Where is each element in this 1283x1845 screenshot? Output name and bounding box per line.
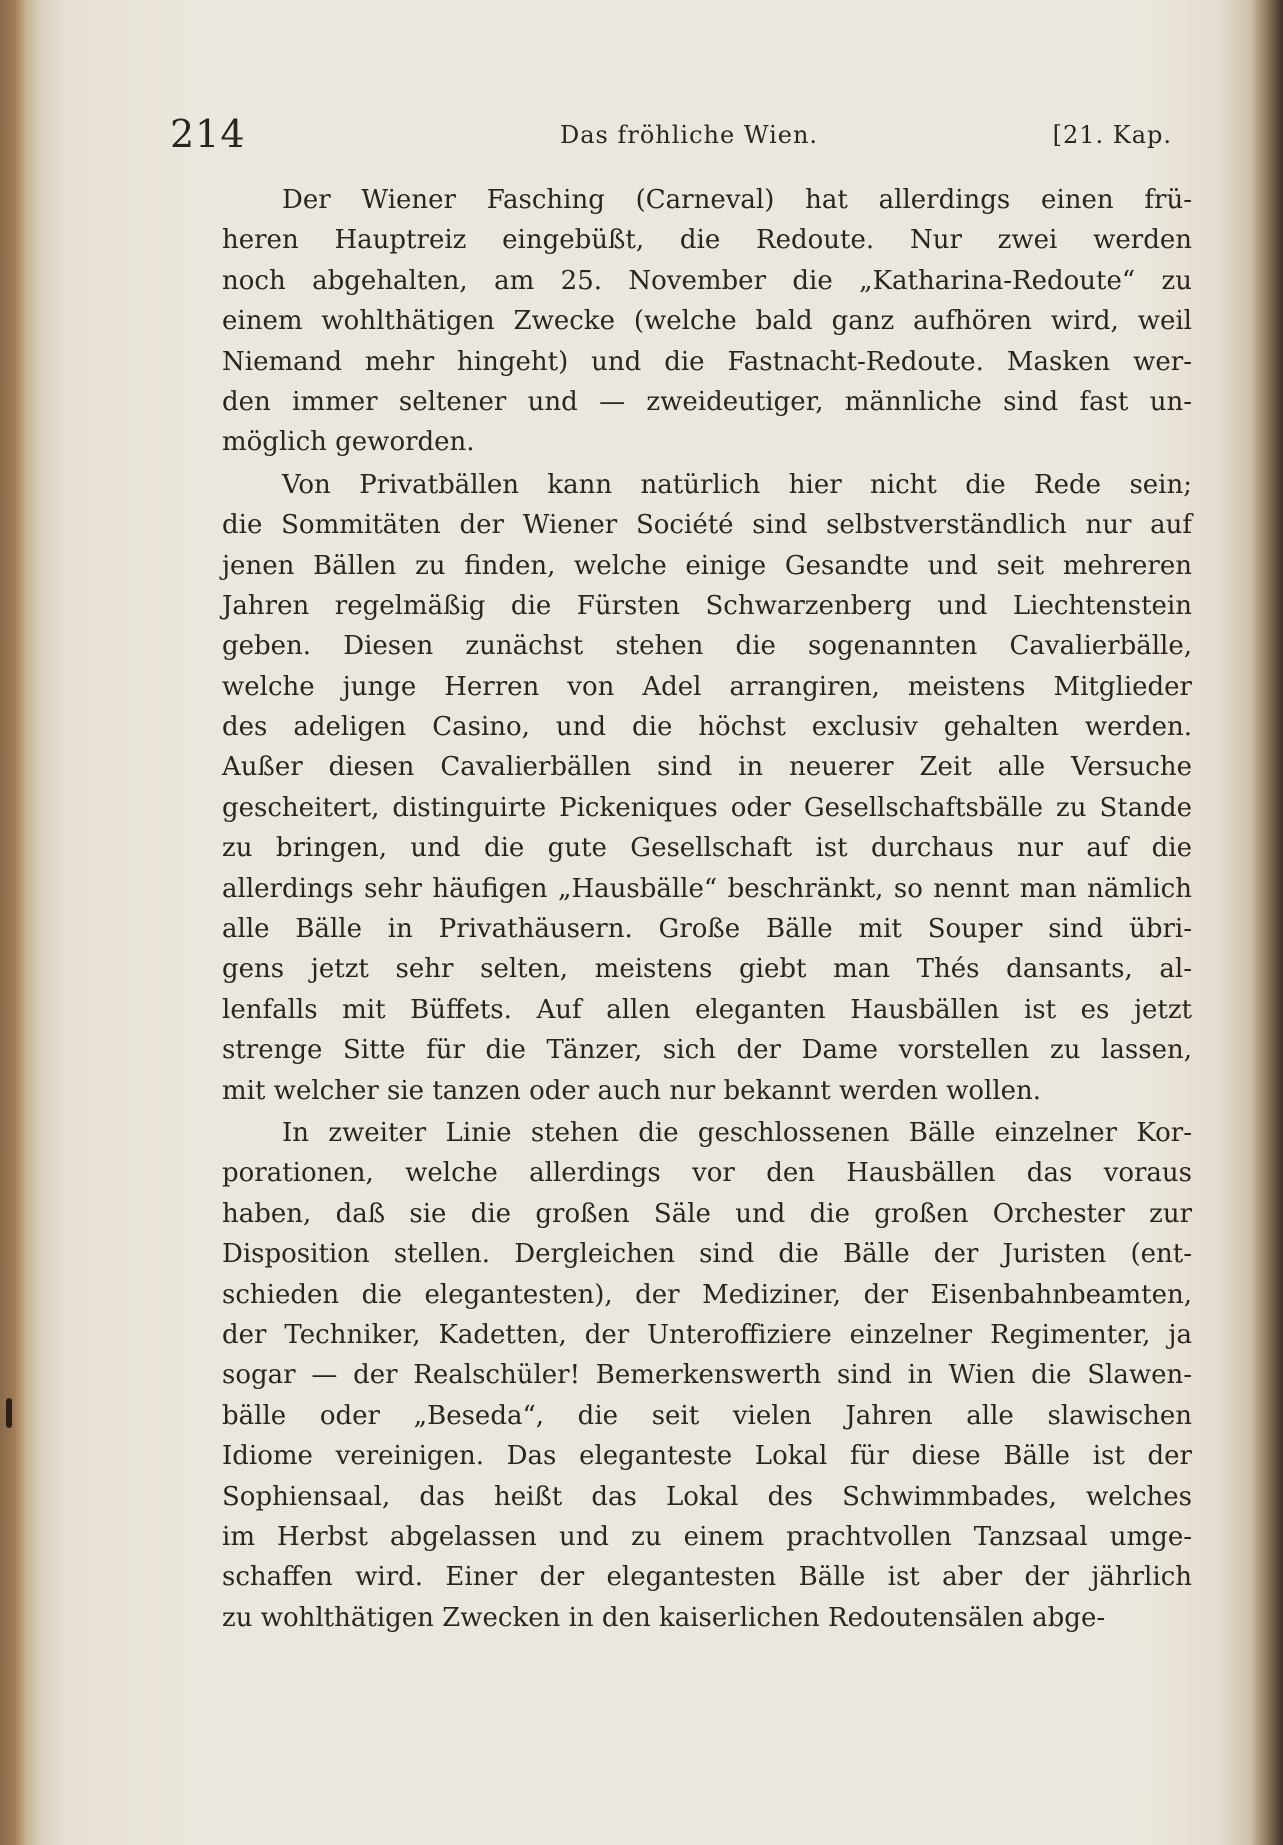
- text-line: möglich geworden.: [222, 427, 475, 458]
- text-line: Sophiensaal, das heißt das Lokal des Schwimmbades, welches: [222, 1481, 1192, 1512]
- text-line: porationen, welche allerdings vor den Hausbällen das voraus: [222, 1158, 1192, 1189]
- running-head: [170, 112, 1190, 162]
- text-line: heren Hauptreiz eingebüßt, die Redoute. Nur zwei werden: [222, 225, 1192, 256]
- text-line: Der Wiener Fasching (Carneval) hat allerdings einen frü-: [282, 185, 1192, 215]
- text-line: Niemand mehr hingeht) und die Fastnacht-Redoute. Masken wer-: [222, 346, 1192, 377]
- text-line: lenfalls mit Büffets. Auf allen eleganten Hausbällen ist es jetzt: [222, 994, 1192, 1025]
- body-text: [222, 180, 1192, 1640]
- margin-mark: [6, 1398, 12, 1428]
- text-line: Von Privatbällen kann natürlich hier nicht die Rede sein;: [282, 469, 1192, 500]
- running-head-title: Das fröhliche Wien.: [560, 121, 819, 149]
- text-line: schaffen wird. Einer der elegantesten Bälle ist aber der jährlich: [222, 1562, 1192, 1593]
- text-line: jenen Bällen zu finden, welche einige Gesandte und seit mehreren: [222, 550, 1192, 581]
- text-line: alle Bälle in Privathäusern. Große Bälle mit Souper sind übri-: [222, 914, 1192, 945]
- text-line: Außer diesen Cavalierbällen sind in neuerer Zeit alle Versuche: [222, 752, 1192, 783]
- paragraph: [222, 1113, 1192, 1638]
- text-line: Disposition stellen. Dergleichen sind die Bälle der Juristen (ent-: [222, 1239, 1192, 1270]
- text-line: noch abgehalten, am 25. November die „Katharina-Redoute“ zu: [222, 265, 1192, 296]
- text-line: zu bringen, und die gute Gesellschaft ist durchaus nur auf die: [222, 833, 1192, 864]
- text-line: schieden die elegantesten), der Mediziner, der Eisenbahnbeamten,: [222, 1279, 1192, 1310]
- page-number: 214: [170, 112, 246, 156]
- text-line: mit welcher sie tanzen oder auch nur bekannt werden wollen.: [222, 1075, 1042, 1106]
- text-line: strenge Sitte für die Tänzer, sich der Dame vorstellen zu lassen,: [222, 1035, 1192, 1066]
- text-line: die Sommitäten der Wiener Société sind selbstverständlich nur auf: [222, 510, 1192, 541]
- text-line: einem wohlthätigen Zwecke (welche bald ganz aufhören wird, weil: [222, 306, 1192, 337]
- text-line: der Techniker, Kadetten, der Unteroffiziere einzelner Regimenter, ja: [222, 1319, 1192, 1350]
- text-line: zu wohlthätigen Zwecken in den kaiserlichen Redoutensälen abge-: [222, 1602, 1106, 1633]
- text-line: haben, daß sie die großen Säle und die großen Orchester zur: [222, 1198, 1192, 1229]
- text-line: des adeligen Casino, und die höchst exclusiv gehalten werden.: [222, 712, 1192, 743]
- text-line: gescheitert, distinguirte Pickeniques oder Gesellschaftsbälle zu Stande: [222, 792, 1192, 823]
- text-line: im Herbst abgelassen und zu einem prachtvollen Tanzsaal umge-: [222, 1521, 1192, 1552]
- text-line: den immer seltener und — zweideutiger, männliche sind fast un-: [222, 386, 1192, 417]
- text-line: Idiome vereinigen. Das eleganteste Lokal für diese Bälle ist der: [222, 1441, 1192, 1472]
- text-line: sogar — der Realschüler! Bemerkenswerth sind in Wien die Slawen-: [222, 1360, 1192, 1391]
- text-line: In zweiter Linie stehen die geschlossenen Bälle einzelner Kor-: [282, 1117, 1192, 1148]
- text-line: geben. Diesen zunächst stehen die sogenannten Cavalierbälle,: [222, 631, 1192, 662]
- running-head-chapter: [21. Kap.: [1052, 121, 1172, 149]
- text-line: Jahren regelmäßig die Fürsten Schwarzenberg und Liechtenstein: [222, 590, 1192, 621]
- text-line: welche junge Herren von Adel arrangiren, meistens Mitglieder: [222, 671, 1192, 702]
- text-line: gens jetzt sehr selten, meistens giebt man Thés dansants, al-: [222, 954, 1192, 985]
- paragraph: [222, 180, 1192, 463]
- text-line: bälle oder „Beseda“, die seit vielen Jahren alle slawischen: [222, 1400, 1192, 1431]
- text-line: allerdings sehr häufigen „Hausbälle“ beschränkt, so nennt man nämlich: [222, 873, 1192, 904]
- paragraph: [222, 465, 1192, 1111]
